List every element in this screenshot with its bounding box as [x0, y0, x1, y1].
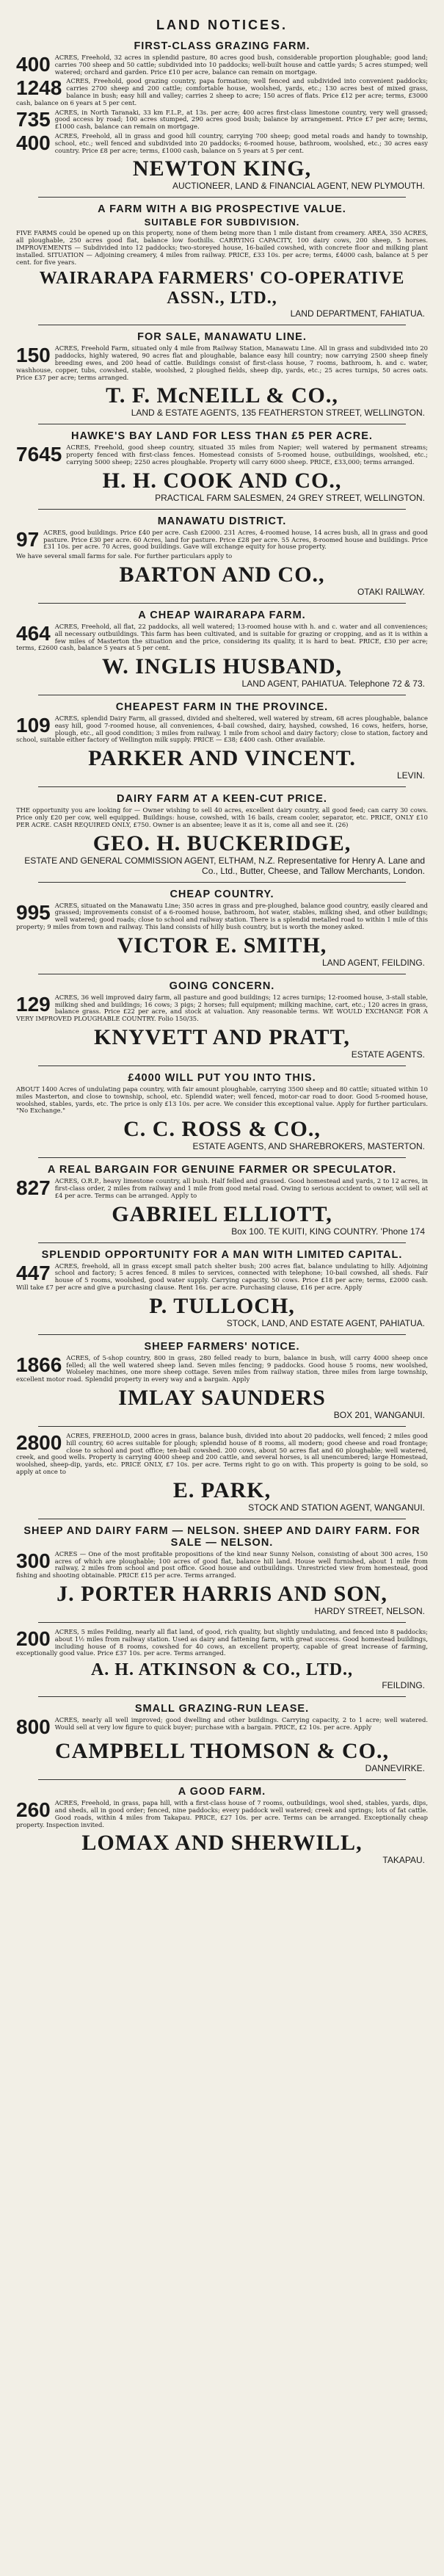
acreage-figure: 464 — [16, 621, 51, 645]
divider — [38, 509, 406, 510]
advertiser-name: LOMAX AND SHERWILL, — [81, 1831, 363, 1856]
ad-title: FOR SALE, MANAWATU LINE. — [137, 331, 307, 344]
ad-paragraph — [16, 902, 428, 931]
advertiser-name: GABRIEL ELLIOTT, — [112, 1201, 332, 1226]
ad-paragraph — [16, 1355, 428, 1383]
ad-paragraph — [16, 133, 428, 154]
ad-title: SPLENDID OPPORTUNITY FOR A MAN WITH LIMITED CAPITAL. — [41, 1248, 403, 1261]
advertiser-address: LEVIN. — [396, 770, 425, 781]
advertiser-address: FEILDING. — [382, 1680, 425, 1691]
advertisement — [16, 430, 428, 502]
ad-title: MANAWATU DISTRICT. — [157, 515, 287, 527]
ad-paragraph — [16, 1800, 428, 1828]
advertiser-name: BARTON AND CO., — [119, 562, 325, 587]
ad-subtitle: SUITABLE FOR SUBDIVISION. — [144, 217, 300, 228]
divider — [38, 882, 406, 883]
ad-paragraph — [16, 807, 428, 828]
advertiser-address: STOCK, LAND, AND ESTATE AGENT, PAHIATUA. — [226, 1317, 425, 1328]
acreage-figure: 800 — [16, 1715, 51, 1739]
advertisement — [16, 331, 428, 418]
ad-paragraph — [16, 1086, 428, 1115]
advertiser-name: P. TULLOCH, — [149, 1293, 295, 1318]
advertiser-name: T. F. McNEILL & CO., — [106, 383, 338, 408]
ad-text: ACRES, good buildings. Price £40 per acre. Cash £2000. 231 Acres, 4-roomed house, 14 acres bush, all in grass and good pasture. Price £30 per acre. 60 Acres, land for pasture. Price £28 per acre. 55 Acres, 8-roomed house and buildings. Price £31 10s. per acre. 70 Acres, good buildings. Gave will exchange equity for house property. — [43, 528, 428, 551]
ad-text: THE opportunity you are looking for — Owner wishing to sell 40 acres, excellent dairy country, all good feed; can carry 30 cows. Price only £20 per cow, well equipped. Buildings: house, cowshed, with 16 bails, cream cooler, separator, etc. PRICE, ONLY £10 PER ACRE. CASH REQUIRED ONLY, £750. Owner is an absentee; leave it as it is, come all and see it. (26) — [16, 806, 428, 828]
advertisement — [16, 1786, 428, 1865]
advertiser-name: KNYVETT AND PRATT, — [94, 1025, 350, 1050]
ad-paragraph — [16, 230, 428, 266]
advertiser-name: CAMPBELL THOMSON & CO., — [55, 1739, 389, 1764]
ad-title: £4000 WILL PUT YOU INTO THIS. — [128, 1072, 316, 1085]
ad-text: ACRES, Freehold, all in grass and good hill country, carrying 700 sheep; good metal roads and handy to township, school, etc.; well fenced and subdivided into 20 paddocks; 6-roomed house, bathroom, woolshed, etc.; 30 acres easy country. Price £8 per acre; terms, £1000 cash, balance on 5 years at 5 per cent. — [54, 131, 428, 154]
advertisement — [16, 1341, 428, 1420]
ads-container — [16, 40, 428, 1865]
advertisement — [16, 40, 428, 191]
acreage-figure: 97 — [16, 527, 40, 551]
advertiser-address: LAND AGENT, PAHIATUA. Telephone 72 & 73. — [241, 679, 425, 690]
ad-paragraph — [16, 1263, 428, 1292]
advertiser-address: OTAKI RAILWAY. — [357, 586, 425, 597]
ad-title: A GOOD FARM. — [178, 1786, 266, 1798]
acreage-figure: 995 — [16, 900, 51, 924]
ad-title: A CHEAP WAIRARAPA FARM. — [138, 609, 306, 621]
acreage-figure: 1866 — [16, 1353, 62, 1376]
ad-paragraph — [16, 54, 428, 76]
advertiser-address: BOX 201, WANGANUI. — [333, 1410, 425, 1420]
ad-text: ACRES, in North Taranaki, 33 km F.L.P., at 13s. per acre; 400 acres first-class limestone country, very well grassed; good access by road; 100 acres stumped, 290 acres good bush; balance by arrangement. Price £7 per acre; terms, £1000 cash, balance can remain on mortgage. — [54, 108, 428, 131]
ad-title: GOING CONCERN. — [169, 980, 275, 992]
acreage-figure: 735 — [16, 107, 51, 131]
ad-title: DAIRY FARM AT A KEEN-CUT PRICE. — [117, 793, 327, 806]
advertisement — [16, 1072, 428, 1151]
ad-text: ACRES, Freehold Farm, situated only 4 mile from Railway Station, Manawatu Line. All in grass and subdivided into 20 paddocks, highly watered, 90 acres flat and ploughable, balance easy hill country; now carrying 2500 sheep finely breeding ewes, and 200 head of cattle. Buildings consist of first-class house, 7 rooms, bathroom, h. and c. water, washhouse, copper, tubs, cowshed, stable, woolshed, 2 ploughed fields, sheep dip, yards, etc.; 25 acres turnips, 50 acres oats. Price £37 per acre; terms arranged. — [16, 344, 428, 381]
ad-text: ACRES, splendid Dairy Farm, all grassed, divided and sheltered, well watered by stream, 68 acres ploughable, balance easy hill, good 7-roomed house, all conveniences, 4-bail cowshed, dairy, hayshed, cowshed, 16 cows, heifers, horse, plough, etc., all good condition; 3 miles from railway, 1 mile from school and dairy factory; close to station, factory and school, suitable either factory of Wellington milk supply. PRICE — £38; £400 cash. Other available. — [16, 714, 428, 744]
advertiser-name: VICTOR E. SMITH, — [117, 933, 327, 958]
advertisement — [16, 1249, 428, 1328]
advertisement — [16, 609, 428, 689]
ad-text: ACRES, 36 well improved dairy farm, all pasture and good buildings; 12 acres turnips; 12-roomed house, 3-stall stable, milking shed and buildings; 16 cows; 3 pigs; 2 horses; full equipment; milking machine, cart, etc.; 120 acres in grass, balance grass. Price £22 per acre, and stock at valuation. Any reasonable terms. WE WOULD EXCHANGE FOR A VERY IMPROVED PLOUGHABLE COUNTRY. Folio 150/35. — [16, 993, 428, 1023]
ad-text: ACRES, O.R.P., heavy limestone country, all bush. Half felled and grassed. Good homestead and yards, 2 to 12 acres, in first-class order, 2 miles from railway and 1 mile from good metal road. Owing to serious accident to owner, will sell at £4 per acre. Terms can be arranged. Apply to — [54, 1177, 428, 1199]
divider — [38, 197, 406, 198]
advertiser-address: LAND & ESTATE AGENTS, 135 FEATHERSTON STREET, WELLINGTON. — [131, 408, 425, 419]
ad-paragraph — [16, 1433, 428, 1476]
advertiser-name: J. PORTER HARRIS AND SON, — [57, 1581, 387, 1606]
advertisement — [16, 1703, 428, 1773]
divider — [38, 1426, 406, 1427]
advertisement — [16, 889, 428, 968]
acreage-figure: 260 — [16, 1798, 51, 1822]
advertiser-name: NEWTON KING, — [132, 156, 312, 181]
advertiser-name: GEO. H. BUCKERIDGE, — [92, 831, 352, 855]
ad-paragraph — [16, 1717, 428, 1737]
acreage-figure: 200 — [16, 1627, 51, 1650]
advertisement — [16, 1629, 428, 1690]
ad-title: CHEAP COUNTRY. — [170, 888, 274, 900]
ad-title: SMALL GRAZING-RUN LEASE. — [134, 1703, 310, 1715]
ad-title: FIRST-CLASS GRAZING FARM. — [134, 40, 310, 52]
ad-paragraph — [16, 78, 428, 106]
ad-title: SHEEP AND DAIRY FARM — NELSON. SHEEP AND DAIRY FARM. FOR SALE — NELSON. — [23, 1524, 421, 1549]
divider — [38, 603, 406, 604]
advertisement — [16, 515, 428, 597]
ad-paragraph — [16, 345, 428, 381]
acreage-figure: 1248 — [16, 76, 62, 100]
ad-text: ACRES, Freehold, 32 acres in splendid pasture, 80 acres good bush, considerable proportion ploughable; good land; carries 700 sheep and 50 cattle; subdivided into 10 paddocks; well-built house and cattle yards; 5 acres stumped; well watered; orchard and garden. Price £10 per acre, balance can remain on mortgage. — [54, 54, 428, 76]
advertiser-address: Box 100. TE KUITI, KING COUNTRY. 'Phone 174 — [231, 1226, 425, 1237]
ad-paragraph — [16, 109, 428, 131]
page-title: LAND NOTICES. — [156, 18, 288, 32]
advertiser-address: AUCTIONEER, LAND & FINANCIAL AGENT, NEW PLYMOUTH. — [172, 181, 425, 192]
advertiser-address: PRACTICAL FARM SALESMEN, 24 GREY STREET, WELLINGTON. — [155, 492, 425, 503]
ad-text: ACRES, Freehold, in grass, papa hill, with a first-class house of 7 rooms, outbuildings, wool shed, stables, yards, dips, and sheds, all in good order; fenced, nine paddocks; every paddock well watered; creek and springs; lots of fat cattle. Good roads, within 4 miles from Takapau. PRICE, £27 10s. per acre. Terms can be arranged. Exceptionally cheap property. Inspection invited. — [16, 1799, 428, 1828]
advertiser-name: PARKER AND VINCENT. — [88, 746, 356, 771]
acreage-figure: 400 — [16, 53, 51, 76]
advertiser-address: TAKAPAU. — [382, 1855, 425, 1866]
acreage-figure: 109 — [16, 714, 51, 737]
ad-text: ACRES, Freehold, good grazing country, papa formation; well fenced and subdivided into convenient paddocks; carries 2700 sheep and 200 cattle; comfortable house, woolshed, yards, etc.; 130 acres best of mixed grass, balance in bush; easy hill and valley; carries 2 sheep to acre; 150 acres of flats. Price £12 per acre; terms, £3000 cash, balance on 6 years at 5 per cent. — [16, 77, 428, 106]
acreage-figure: 129 — [16, 992, 51, 1016]
advertisement — [16, 1525, 428, 1616]
advertisement — [16, 1164, 428, 1236]
ad-text: ACRES, situated on the Manawatu Line; 350 acres in grass and pre-ploughed, balance good country, easily cleared and grassed; improvements consist of a 6-roomed house, bathroom, hot water, stables, milking shed, and other buildings; well watered; good roads; close to school and railway station. There is a splendid metalled road to within 1 mile of this property; 9 miles from town and railway. This land consists of hilly bush country, but is worth the money asked. — [16, 901, 428, 931]
advertisement — [16, 203, 428, 319]
advertisement — [16, 1433, 428, 1513]
divider — [38, 1779, 406, 1780]
ad-title: A FARM WITH A BIG PROSPECTIVE VALUE. — [98, 203, 346, 216]
advertiser-name: E. PARK, — [172, 1477, 272, 1502]
advertiser-name: WAIRARAPA FARMERS' CO-OPERATIVE ASSN., LTD., — [39, 269, 405, 308]
advertisement — [16, 793, 428, 875]
advertiser-name: A. H. ATKINSON & CO., LTD., — [90, 1660, 354, 1680]
ad-text: ACRES, freehold, all in grass except small patch shelter bush; 200 acres flat, balance undulating to hilly. Adjoining school and factory; 5 acres fenced. 8 miles to services, connected with telephone; 10-bail cowshed, all sheds. Fair house of 5 rooms, woolshed, good water supply. Carrying capacity, 50 cows. Price £18 per acre; terms, £2000 cash. Will take £7 per acre and give a purchasing clause. Rent 16s. per acre. Purchasing clause, £16 per acre. Apply — [16, 1262, 428, 1292]
advertisement — [16, 701, 428, 781]
acreage-figure: 150 — [16, 344, 51, 367]
ad-paragraph — [16, 444, 428, 466]
divider — [38, 786, 406, 787]
ad-title: HAWKE'S BAY LAND FOR LESS THAN £5 PER ACRE. — [71, 430, 373, 443]
divider — [38, 1696, 406, 1697]
advertiser-address: LAND AGENT, FEILDING. — [321, 957, 425, 968]
acreage-figure: 400 — [16, 131, 51, 154]
acreage-figure: 300 — [16, 1549, 51, 1572]
advertiser-address: DANNEVIRKE. — [365, 1763, 425, 1774]
ad-text: ACRES, of 5-shop country, 800 in grass, 280 felled ready to burn, balance in bush, will carry 4000 sheep once felled; all the well watered sheep land. Seven miles fencing; 9 paddocks. Good house 5 rooms, new woolshed, Wolseley machines, one more sheep cottage. Seven miles from railway station, three miles from large township, excellent motor road. Splendid property in every way and a bargain. Apply — [16, 1353, 428, 1383]
ad-text: ACRES, FREEHOLD, 2000 acres in grass, balance bush, divided into about 20 paddocks, well fenced; 2 miles good hill country, 60 acres suitable for plough; splendid house of 8 rooms, all modern; good cheese and road frontage; close to school and post office; ten-bail cowshed. 200 cows, about 50 acres flat and 60 ploughable; well watered, creek, and good wells. Property is carrying 4000 sheep and 200 cattle, and several horses, is all unencumbered; large Homestead, woolshed, sheep-dip, yards, etc. PRICE ONLY, £7 10s. per acre. Terms right to go on with. This property is going to be sold, so apply at once to — [16, 1432, 428, 1475]
ad-paragraph — [16, 715, 428, 744]
ad-paragraph — [16, 529, 428, 551]
divider — [38, 1157, 406, 1158]
ad-text: We have several small farms for sale. For further particulars apply to — [16, 552, 233, 560]
ad-title: CHEAPEST FARM IN THE PROVINCE. — [115, 701, 329, 714]
divider — [38, 1622, 406, 1623]
ad-paragraph — [16, 1629, 428, 1657]
ad-text: ACRES — One of the most profitable propositions of the kind near Sunny Nelson, consisting of about 300 acres, 150 acres of which are ploughable; 100 acres of good flat, balance hill land. House well furnished, about 1 mile from railway, 2 miles from school and post office. Good house and outbuildings. Unrestricted view from homestead, good fishing and shooting obtainable. PRICE £15 per acre. Terms arranged. — [16, 1549, 428, 1580]
advertiser-name: H. H. COOK AND CO., — [102, 468, 342, 493]
ad-text: ACRES, 5 miles Feilding, nearly all flat land, of good, rich quality, but slightly undulating, and fenced into 8 paddocks; about 1½ miles from railway station. Used as dairy and fattening farm, with great success. Good homestead buildings, including house of 8 rooms, cowshed for 40 cows, an excellent property, capable of great increase of farming, exceptionally good value. Price £37 10s. per acre. Terms arranged. — [16, 1627, 428, 1657]
advertiser-name: C. C. ROSS & CO., — [123, 1117, 321, 1142]
advertiser-address: ESTATE AGENTS. — [351, 1049, 425, 1060]
acreage-figure: 2800 — [16, 1431, 62, 1454]
acreage-figure: 447 — [16, 1261, 51, 1284]
ad-paragraph — [16, 553, 428, 560]
ad-title: SHEEP FARMERS' NOTICE. — [144, 1340, 300, 1353]
ad-paragraph — [16, 623, 428, 652]
ad-title: A REAL BARGAIN FOR GENUINE FARMER OR SPECULATOR. — [47, 1164, 397, 1176]
divider — [38, 1242, 406, 1243]
ad-text: ACRES, Freehold, good sheep country, situated 35 miles from Napier; well watered by permanent streams; property fenced with first-class fences. Homestead consists of 5-roomed house, outbuildings, woolshed, etc.; carrying 5000 sheep; 2250 acres ploughable. Property will carry 6000 sheep. PRICE, £33,000; terms arranged. — [66, 444, 428, 466]
advertiser-address: ESTATE AGENTS, AND SHAREBROKERS, MASTERTON. — [192, 1141, 425, 1152]
ad-text: ABOUT 1400 Acres of undulating papa country, with fair amount ploughable, carrying 3500 sheep and 80 cattle; situated within 10 miles Masterton, and close to township, school, etc. Splendid water; well fenced, motor-car road to door. Good 5-roomed house, woolshed, stables, yards, etc. The price is only £13 10s. per acre. We consider this exceptional value. Apply for further particulars. "No Exchange." — [16, 1085, 428, 1115]
ad-paragraph — [16, 1178, 428, 1199]
acreage-figure: 827 — [16, 1176, 51, 1200]
advertiser-name: W. INGLIS HUSBAND, — [102, 654, 342, 679]
acreage-figure: 7645 — [16, 443, 62, 466]
advertisement — [16, 980, 428, 1060]
divider — [38, 1334, 406, 1335]
advertiser-address: ESTATE AND GENERAL COMMISSION AGENT, ELTHAM, N.Z. Representative for Henry A. Lane and Co., Ltd., Butter, Cheese, and Tallow Merchants, London. — [24, 855, 425, 876]
ad-text: FIVE FARMS could be opened up on this property, none of them being more than 1 mile distant from creamery. AREA, 350 ACRES, all ploughable, 250 acres good flat, balance low foothills. CARRYING CAPACITY, 100 dairy cows, 200 sheep, 5 horses. IMPROVEMENTS — Subdivided into 12 paddocks; two-storeyed house, 16-bailed cowshed, with concrete floor and milking plant installed. SITUATION — Adjoining creamery, 4 miles from railway. PRICE, £33 10s. per acre; terms, £4000 cash, balance at 5 per cent. for five years. — [16, 229, 428, 266]
advertiser-address: HARDY STREET, NELSON. — [314, 1605, 425, 1616]
ad-text: ACRES, nearly all well improved; good dwelling and other buildings. Carrying capacity, 2 to 1 acre; well watered. Would sell at very low figure to quick buyer; purchase with a bargain. PRICE, £2 10s. per acre. Apply — [54, 1716, 428, 1731]
ad-text: ACRES, Freehold, all flat, 22 paddocks, all well watered; 13-roomed house with h. and c. water and all conveniences; all necessary outbuildings. This farm has been cultivated, and is suitable for grazing or cropping, and as it is within a few miles of Masterton the situation and the price, considering its quality, it is hard to beat. PRICE, £30 per acre; terms, £2600 cash, balance 5 years at 5 per cent. — [16, 622, 428, 652]
ad-paragraph — [16, 1551, 428, 1580]
advertiser-address: STOCK AND STATION AGENT, WANGANUI. — [248, 1502, 425, 1513]
advertiser-address: LAND DEPARTMENT, FAHIATUA. — [290, 308, 425, 319]
advertiser-name: IMLAY SAUNDERS — [118, 1386, 326, 1410]
ad-paragraph — [16, 994, 428, 1023]
